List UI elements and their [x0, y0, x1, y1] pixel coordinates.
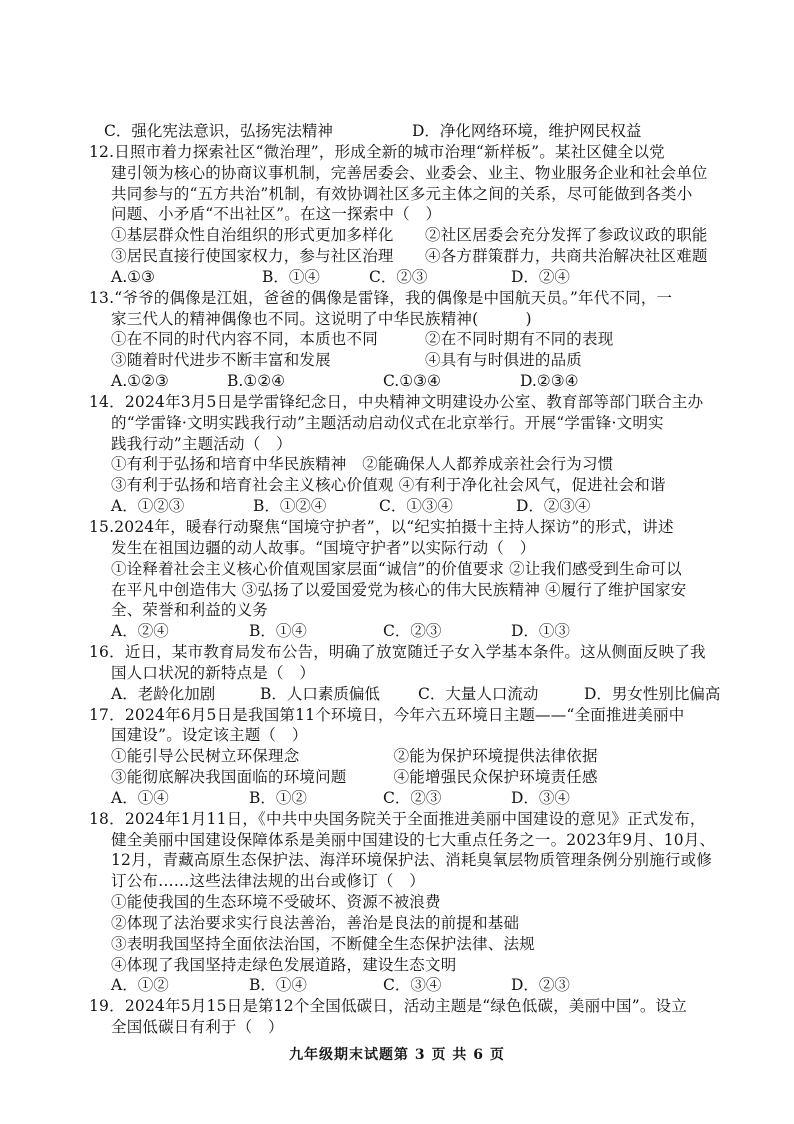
q14-stem-line: 的“学雷锋·文明实践我行动”主题活动启动仪式在北京举行。开展“学雷锋·文明实	[111, 414, 664, 432]
q19-stem-line: 全国低碳日有利于（ ）	[111, 1018, 284, 1036]
q18-option-c: C．③④	[383, 976, 442, 994]
q15-stem-line: 15.2024年，暖春行动聚焦“国境守护者”，以“纪实拍摄十主持人探访”的形式，讲述	[89, 518, 674, 536]
q14-option-a: A．①②③	[111, 497, 185, 515]
q14-option-d: D．②③④	[516, 497, 591, 515]
q18-option-d: D．②③	[511, 976, 570, 994]
q12-stem-line: 建引领为核心的协商议事机制，完善居委会、业委会、业主、物业服务企业和社会单位	[111, 164, 708, 182]
q16-stem-line: 16．近日，某市教育局发布公告，明确了放宽随迁子女入学基本条件。这从侧面反映了我	[89, 643, 706, 661]
q14-stem-line: 践我行动”主题活动（ ）	[111, 435, 292, 453]
q11-option-d: D．净化网络环境，维护网民权益	[412, 122, 642, 140]
q12-option-d: D．②④	[511, 268, 570, 286]
q13-option-b: B.①②④	[227, 372, 286, 390]
q15-statement: ①诠释着社会主义核心价值观国家层面“诚信”的价值要求 ②让我们感受到生命可以	[111, 560, 682, 578]
q18-statement: ①能使我国的生态环境不受破坏、资源不被浪费	[111, 893, 441, 911]
q16-option-b: B．人口素质偏低	[260, 685, 380, 703]
q19-stem-line: 19．2024年5月15日是第12个全国低碳日，活动主题是“绿色低碳，美丽中国”。设立	[89, 997, 687, 1015]
q16-option-d: D．男女性别比偏高	[584, 685, 721, 703]
q15-option-c: C．②③	[383, 622, 442, 640]
q15-statement: 在平凡中创造伟大 ③弘扬了以爱国爱党为核心的伟大民族精神 ④履行了维护国家安	[111, 581, 687, 599]
q15-option-a: A．②④	[111, 622, 169, 640]
q12-statement: ①基层群众性自治组织的形式更加多样化 ②社区居委会充分发挥了参政议政的职能	[111, 226, 708, 244]
q13-option-a: A.①②③	[111, 372, 169, 390]
q17-option-c: C．②③	[383, 789, 442, 807]
q15-option-b: B．①④	[249, 622, 307, 640]
q18-stem-line: 12月，青藏高原生态保护法、海洋环境保护法、消耗臭氧层物质管理条例分别施行或修	[111, 851, 713, 869]
q17-option-b: B．①②	[249, 789, 307, 807]
q18-option-b: B．①④	[249, 976, 307, 994]
q18-option-a: A．①②	[111, 976, 169, 994]
q18-statement: ④体现了我国坚持走绿色发展道路，建设生态文明	[111, 956, 457, 974]
q18-statement: ③表明我国坚持全面依法治国，不断健全生态保护法律、法规	[111, 935, 535, 953]
q17-stem-line: 17．2024年6月5日是我国第11个环境日，今年六五环境日主题——“全面推进美丽中	[89, 706, 685, 724]
q14-option-b: B．①②④	[253, 497, 327, 515]
q17-statement: ①能引导公民树立环保理念 ②能为保护环境提供法律依据	[111, 747, 598, 765]
page-footer: 九年级期末试题第 3 页 共 6 页	[289, 1047, 505, 1063]
q17-option-a: A．①④	[111, 789, 169, 807]
q15-statement: 全、荣誉和利益的义务	[111, 601, 269, 619]
q11-option-c: C．强化宪法意识，弘扬宪法精神	[104, 122, 333, 140]
q13-stem-line: 13.“爷爷的偶像是江姐，爸爸的偶像是雷锋，我的偶像是中国航天员。”年代不同，一	[89, 289, 673, 307]
q17-statement: ③能彻底解决我国面临的环境问题 ④能增强民众保护环境责任感	[111, 768, 598, 786]
q12-option-b: B．①④	[262, 268, 320, 286]
q13-option-d: D.②③④	[520, 372, 579, 390]
q14-statement: ①有利于弘扬和培育中华民族精神 ②能确保人人都养成亲社会行为习惯	[111, 455, 614, 473]
q14-option-c: C．①③④	[379, 497, 453, 515]
q17-stem-line: 国建设”。设定该主题（ ）	[111, 726, 308, 744]
q12-statement: ③居民直接行使国家权力，参与社区治理 ④各方群策群力，共商共治解决社区难题	[111, 247, 708, 265]
q18-stem-line: 健全美丽中国建设保障体系是美丽中国建设的七大重点任务之一。2023年9月、10月、	[111, 831, 716, 849]
q16-stem-line: 国人口状况的新特点是（ ）	[111, 664, 316, 682]
q13-stem-line: 家三代人的精神偶像也不同。这说明了中华民族精神( )	[111, 310, 532, 328]
q12-stem-line: 共同参与的“五方共治”机制，有效协调社区多元主体之间的关系，尽可能做到各类小	[111, 185, 693, 203]
q16-option-a: A．老龄化加剧	[111, 685, 216, 703]
q15-stem-line: 发生在祖国边疆的动人故事。“国境守护者”以实际行动（ ）	[111, 539, 536, 557]
q15-option-d: D．①③	[511, 622, 570, 640]
q14-statement: ③有利于弘扬和培育社会主义核心价值观 ④有利于净化社会风气，促进社会和谐	[111, 476, 666, 494]
q12-option-a: A.①③	[111, 268, 155, 286]
q12-stem-line: 问题、小矛盾“不出社区”。在这一探索中（ ）	[111, 205, 442, 223]
q13-option-c: C.①③④	[383, 372, 441, 390]
q12-stem-line: 12.日照市着力探索社区“微治理”，形成全新的城市治理“新样板”。某社区健全以党	[89, 143, 665, 161]
q17-option-d: D．③④	[511, 789, 570, 807]
q14-stem-line: 14．2024年3月5日是学雷锋纪念日，中央精神文明建设办公室、教育部等部门联合主办	[89, 393, 704, 411]
q18-stem-line: 18．2024年1月11日，《中共中央国务院关于全面推进美丽中国建设的意见》正式发布，	[89, 810, 706, 828]
q13-statement: ③随着时代进步不断丰富和发展 ④具有与时俱进的品质	[111, 351, 583, 369]
q12-option-c: C．②③	[369, 268, 428, 286]
q16-option-c: C．大量人口流动	[418, 685, 539, 703]
q18-statement: ②体现了法治要求实行良法善治，善治是良法的前提和基础	[111, 914, 520, 932]
q13-statement: ①在不同的时代内容不同，本质也不同 ②在不同时期有不同的表现	[111, 330, 614, 348]
q18-stem-line: 订公布……这些法律法规的出台或修订（ ）	[111, 872, 426, 890]
